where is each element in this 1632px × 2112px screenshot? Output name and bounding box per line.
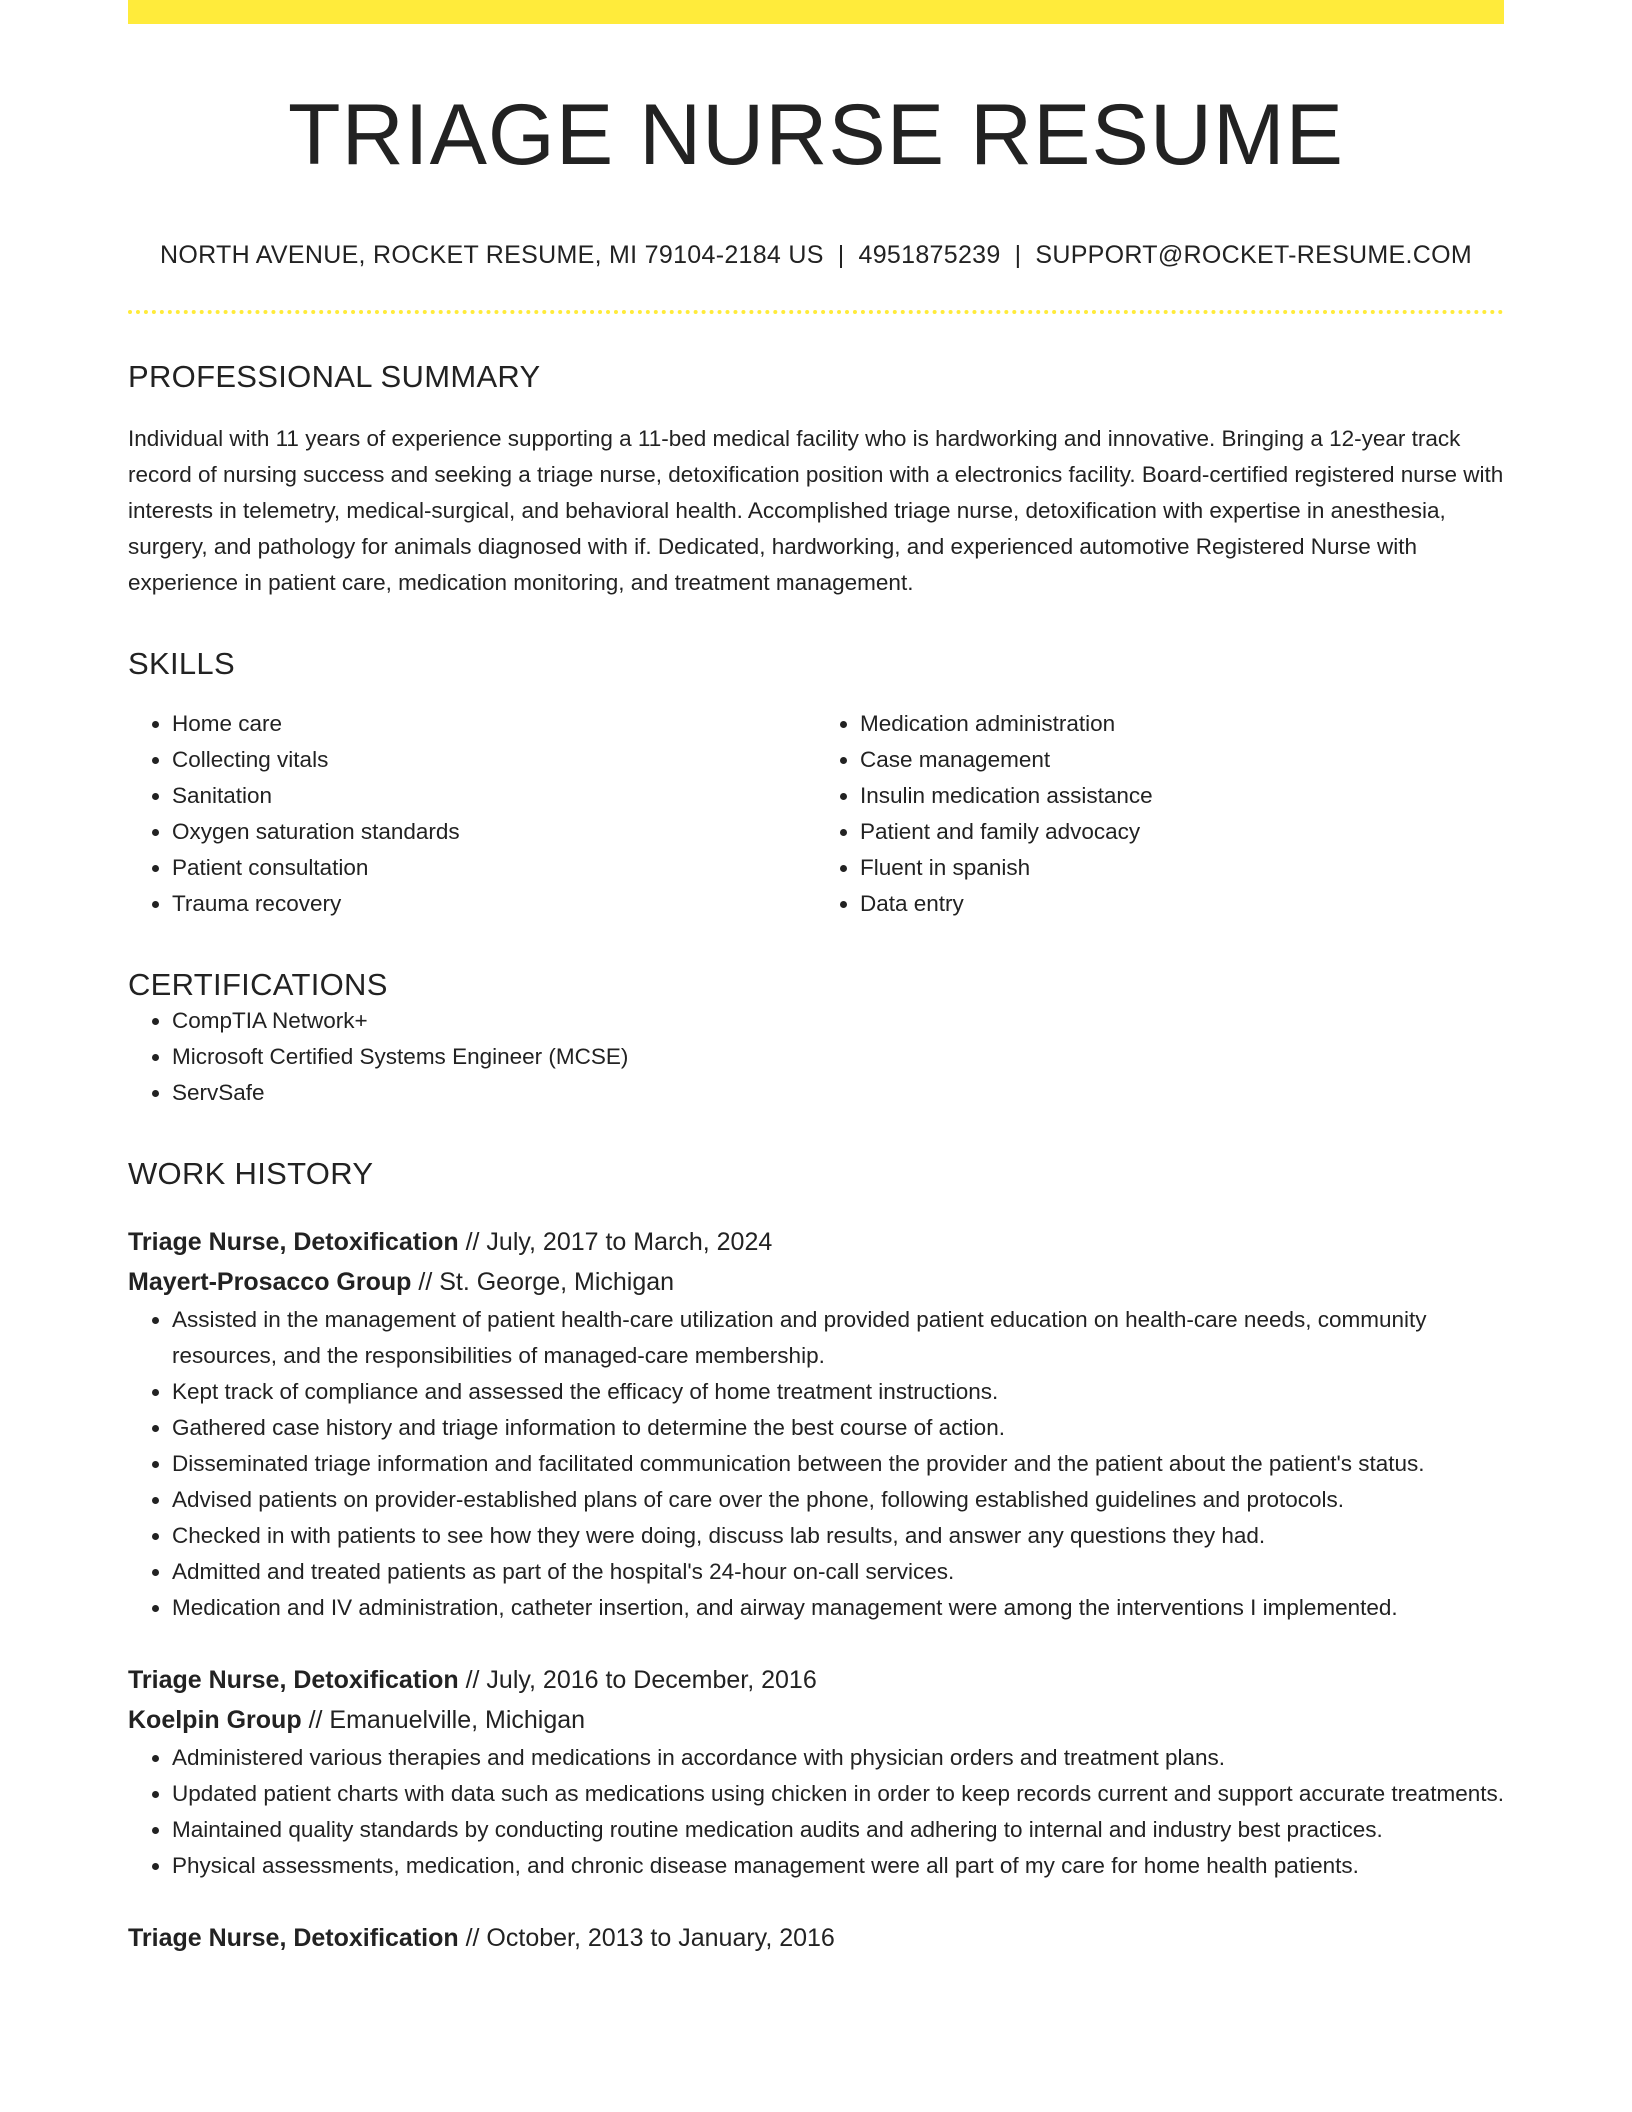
skills-heading: SKILLS bbox=[128, 645, 235, 681]
skill-item: • Collecting vitals bbox=[172, 742, 816, 778]
skill-item: • Insulin medication assistance bbox=[860, 778, 1504, 814]
job-bullet: • Gathered case history and triage information to determine the best course of action. bbox=[172, 1410, 1504, 1446]
certifications-heading: CERTIFICATIONS bbox=[128, 967, 388, 1003]
skill-item: • Sanitation bbox=[172, 778, 816, 814]
skill-item: • Case management bbox=[860, 742, 1504, 778]
skill-item: • Data entry bbox=[860, 886, 1504, 922]
job-title-line bbox=[128, 1222, 1504, 1262]
skill-item: • Trauma recovery bbox=[172, 886, 816, 922]
certification-item: • CompTIA Network+ bbox=[172, 1003, 1504, 1039]
skills-left-list bbox=[128, 706, 816, 922]
job-title-line bbox=[128, 1918, 1504, 1958]
skills-columns bbox=[128, 706, 1504, 922]
summary-heading: PROFESSIONAL SUMMARY bbox=[128, 358, 541, 394]
job-bullet: • Advised patients on provider-established plans of care over the phone, following established guidelines and protocols. bbox=[172, 1482, 1504, 1518]
job-company: Mayert-Prosacco Group bbox=[128, 1268, 412, 1297]
job-company: Koelpin Group bbox=[128, 1706, 302, 1735]
job-title: Triage Nurse, Detoxification bbox=[128, 1924, 459, 1953]
contact-separator: | bbox=[1014, 241, 1022, 270]
top-accent-bar bbox=[128, 0, 1504, 24]
job-bullet: • Maintained quality standards by conducting routine medication audits and adhering to internal and industry best practices. bbox=[172, 1812, 1504, 1848]
skill-item: • Patient and family advocacy bbox=[860, 814, 1504, 850]
certification-item: • ServSafe bbox=[172, 1075, 1504, 1111]
job-bullet: • Admitted and treated patients as part of the hospital's 24-hour on-call services. bbox=[172, 1554, 1504, 1590]
work-history-heading: WORK HISTORY bbox=[128, 1156, 374, 1192]
job-bullet: • Kept track of compliance and assessed the efficacy of home treatment instructions. bbox=[172, 1374, 1504, 1410]
job-bullet: • Checked in with patients to see how they were doing, discuss lab results, and answer any questions they had. bbox=[172, 1518, 1504, 1554]
certification-item: • Microsoft Certified Systems Engineer (MCSE) bbox=[172, 1039, 1504, 1075]
job-title: Triage Nurse, Detoxification bbox=[128, 1228, 459, 1257]
job-bullets bbox=[128, 1302, 1504, 1626]
job-location: // Emanuelville, Michigan bbox=[308, 1706, 586, 1735]
job-bullet: • Administered various therapies and medications in accordance with physician orders and treatment plans. bbox=[172, 1740, 1504, 1776]
job-bullet: • Physical assessments, medication, and chronic disease management were all part of my care for home health patients. bbox=[172, 1848, 1504, 1884]
job-title-line bbox=[128, 1660, 1504, 1700]
certifications-list bbox=[128, 1003, 1504, 1111]
skill-item: • Home care bbox=[172, 706, 816, 742]
resume-title: TRIAGE NURSE RESUME bbox=[288, 87, 1344, 183]
resume-page bbox=[128, 0, 1504, 1958]
skill-item: • Medication administration bbox=[860, 706, 1504, 742]
summary-text: Individual with 11 years of experience supporting a 11-bed medical facility who is hardworking and innovative. Bringing a 12-year track record of nursing success and seeking a triage nurse, detoxification position with a electronics facility. Board-certified registered nurse with interests in telemetry, medical-surgical, and behavioral health. Accomplished triage nurse, detoxification with expertise in anesthesia, surgery, and pathology for animals diagnosed with if. Dedicated, hardworking, and experienced automotive Registered Nurse with experience in patient care, medication monitoring, and treatment management. bbox=[128, 425, 1504, 595]
job-bullet: • Disseminated triage information and facilitated communication between the provider and the patient about the patient's status. bbox=[172, 1446, 1504, 1482]
address-text: NORTH AVENUE, ROCKET RESUME, MI 79104-2184 US bbox=[160, 241, 824, 270]
job-company-line bbox=[128, 1262, 1504, 1302]
email-text: SUPPORT@ROCKET-RESUME.COM bbox=[1035, 241, 1472, 270]
job-dates: // July, 2017 to March, 2024 bbox=[465, 1228, 773, 1257]
header-divider bbox=[128, 310, 1504, 314]
job-company-line bbox=[128, 1700, 1504, 1740]
skill-item: • Fluent in spanish bbox=[860, 850, 1504, 886]
job-dates: // October, 2013 to January, 2016 bbox=[465, 1924, 835, 1953]
job-bullet: • Assisted in the management of patient health-care utilization and provided patient education on health-care needs, community resources, and the responsibilities of managed-care membership. bbox=[172, 1302, 1504, 1374]
contact-line bbox=[128, 239, 1504, 272]
job-bullet: • Medication and IV administration, catheter insertion, and airway management were among the interventions I implemented. bbox=[172, 1590, 1504, 1626]
skill-item: • Patient consultation bbox=[172, 850, 816, 886]
job-bullet: • Updated patient charts with data such as medications using chicken in order to keep records current and support accurate treatments. bbox=[172, 1776, 1504, 1812]
contact-separator: | bbox=[837, 241, 845, 270]
skill-item: • Oxygen saturation standards bbox=[172, 814, 816, 850]
job-location: // St. George, Michigan bbox=[418, 1268, 675, 1297]
skills-right-list bbox=[816, 706, 1504, 922]
job-dates: // July, 2016 to December, 2016 bbox=[465, 1666, 817, 1695]
job-title: Triage Nurse, Detoxification bbox=[128, 1666, 459, 1695]
job-bullets bbox=[128, 1740, 1504, 1884]
phone-text: 4951875239 bbox=[858, 241, 1001, 270]
